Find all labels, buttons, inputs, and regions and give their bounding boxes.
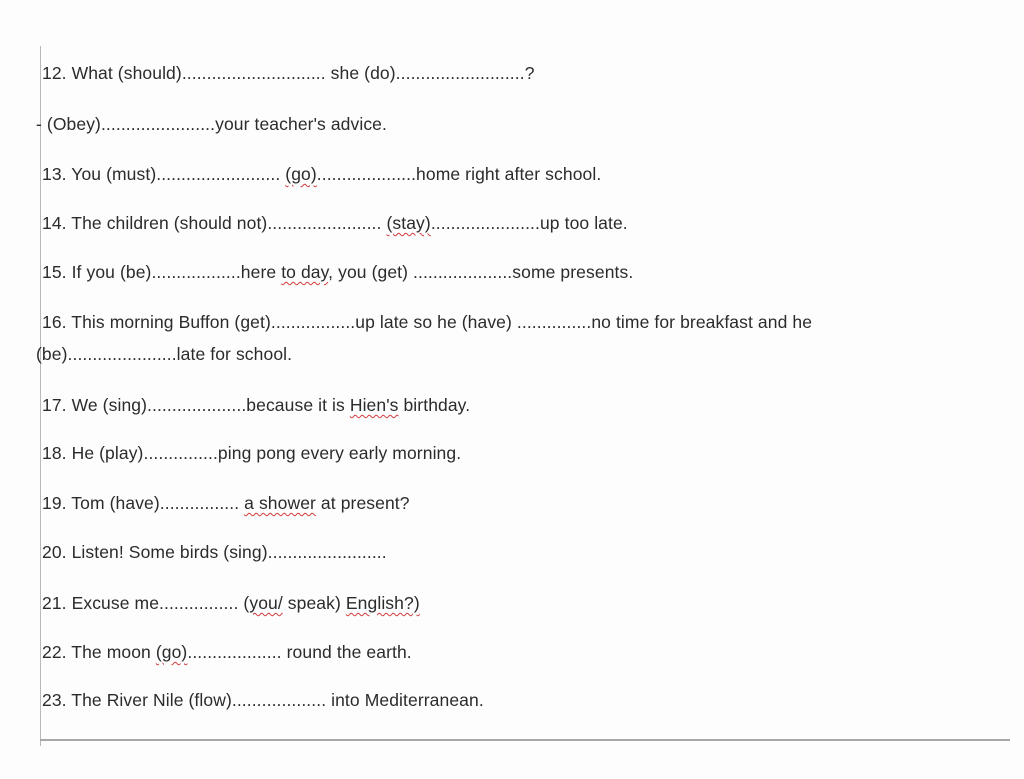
question-12-answer-line: - (Obey).......................your teacher's advice. (36, 114, 387, 134)
question-23: 23. The River Nile (flow)................... into Mediterranean. (42, 690, 484, 710)
question-16-continued: (be)......................late for school. (36, 344, 293, 364)
bottom-rule (40, 739, 1010, 741)
question-14: 14. The children (should not)....................... (stay)......................up too late. (42, 213, 628, 233)
question-20: 20. Listen! Some birds (sing)........................ (42, 542, 387, 562)
question-12: 12. What (should)............................. she (do)..........................? (42, 63, 535, 83)
question-16: 16. This morning Buffon (get).................up late so he (have) ...............no time for breakfast and he (42, 312, 813, 332)
question-13: 13. You (must)......................... (go)....................home right after school. (42, 164, 602, 184)
question-15: 15. If you (be)..................here to day, you (get) ....................some presents. (42, 262, 634, 282)
question-18: 18. He (play)...............ping pong every early morning. (42, 443, 462, 463)
question-19: 19. Tom (have)................ a shower at present? (42, 493, 410, 513)
left-margin-line (40, 46, 41, 746)
question-21: 21. Excuse me................ (you/ speak) English?) (42, 593, 420, 613)
question-22: 22. The moon (go)................... round the earth. (42, 642, 412, 662)
question-17: 17. We (sing)....................because it is Hien's birthday. (42, 395, 471, 415)
